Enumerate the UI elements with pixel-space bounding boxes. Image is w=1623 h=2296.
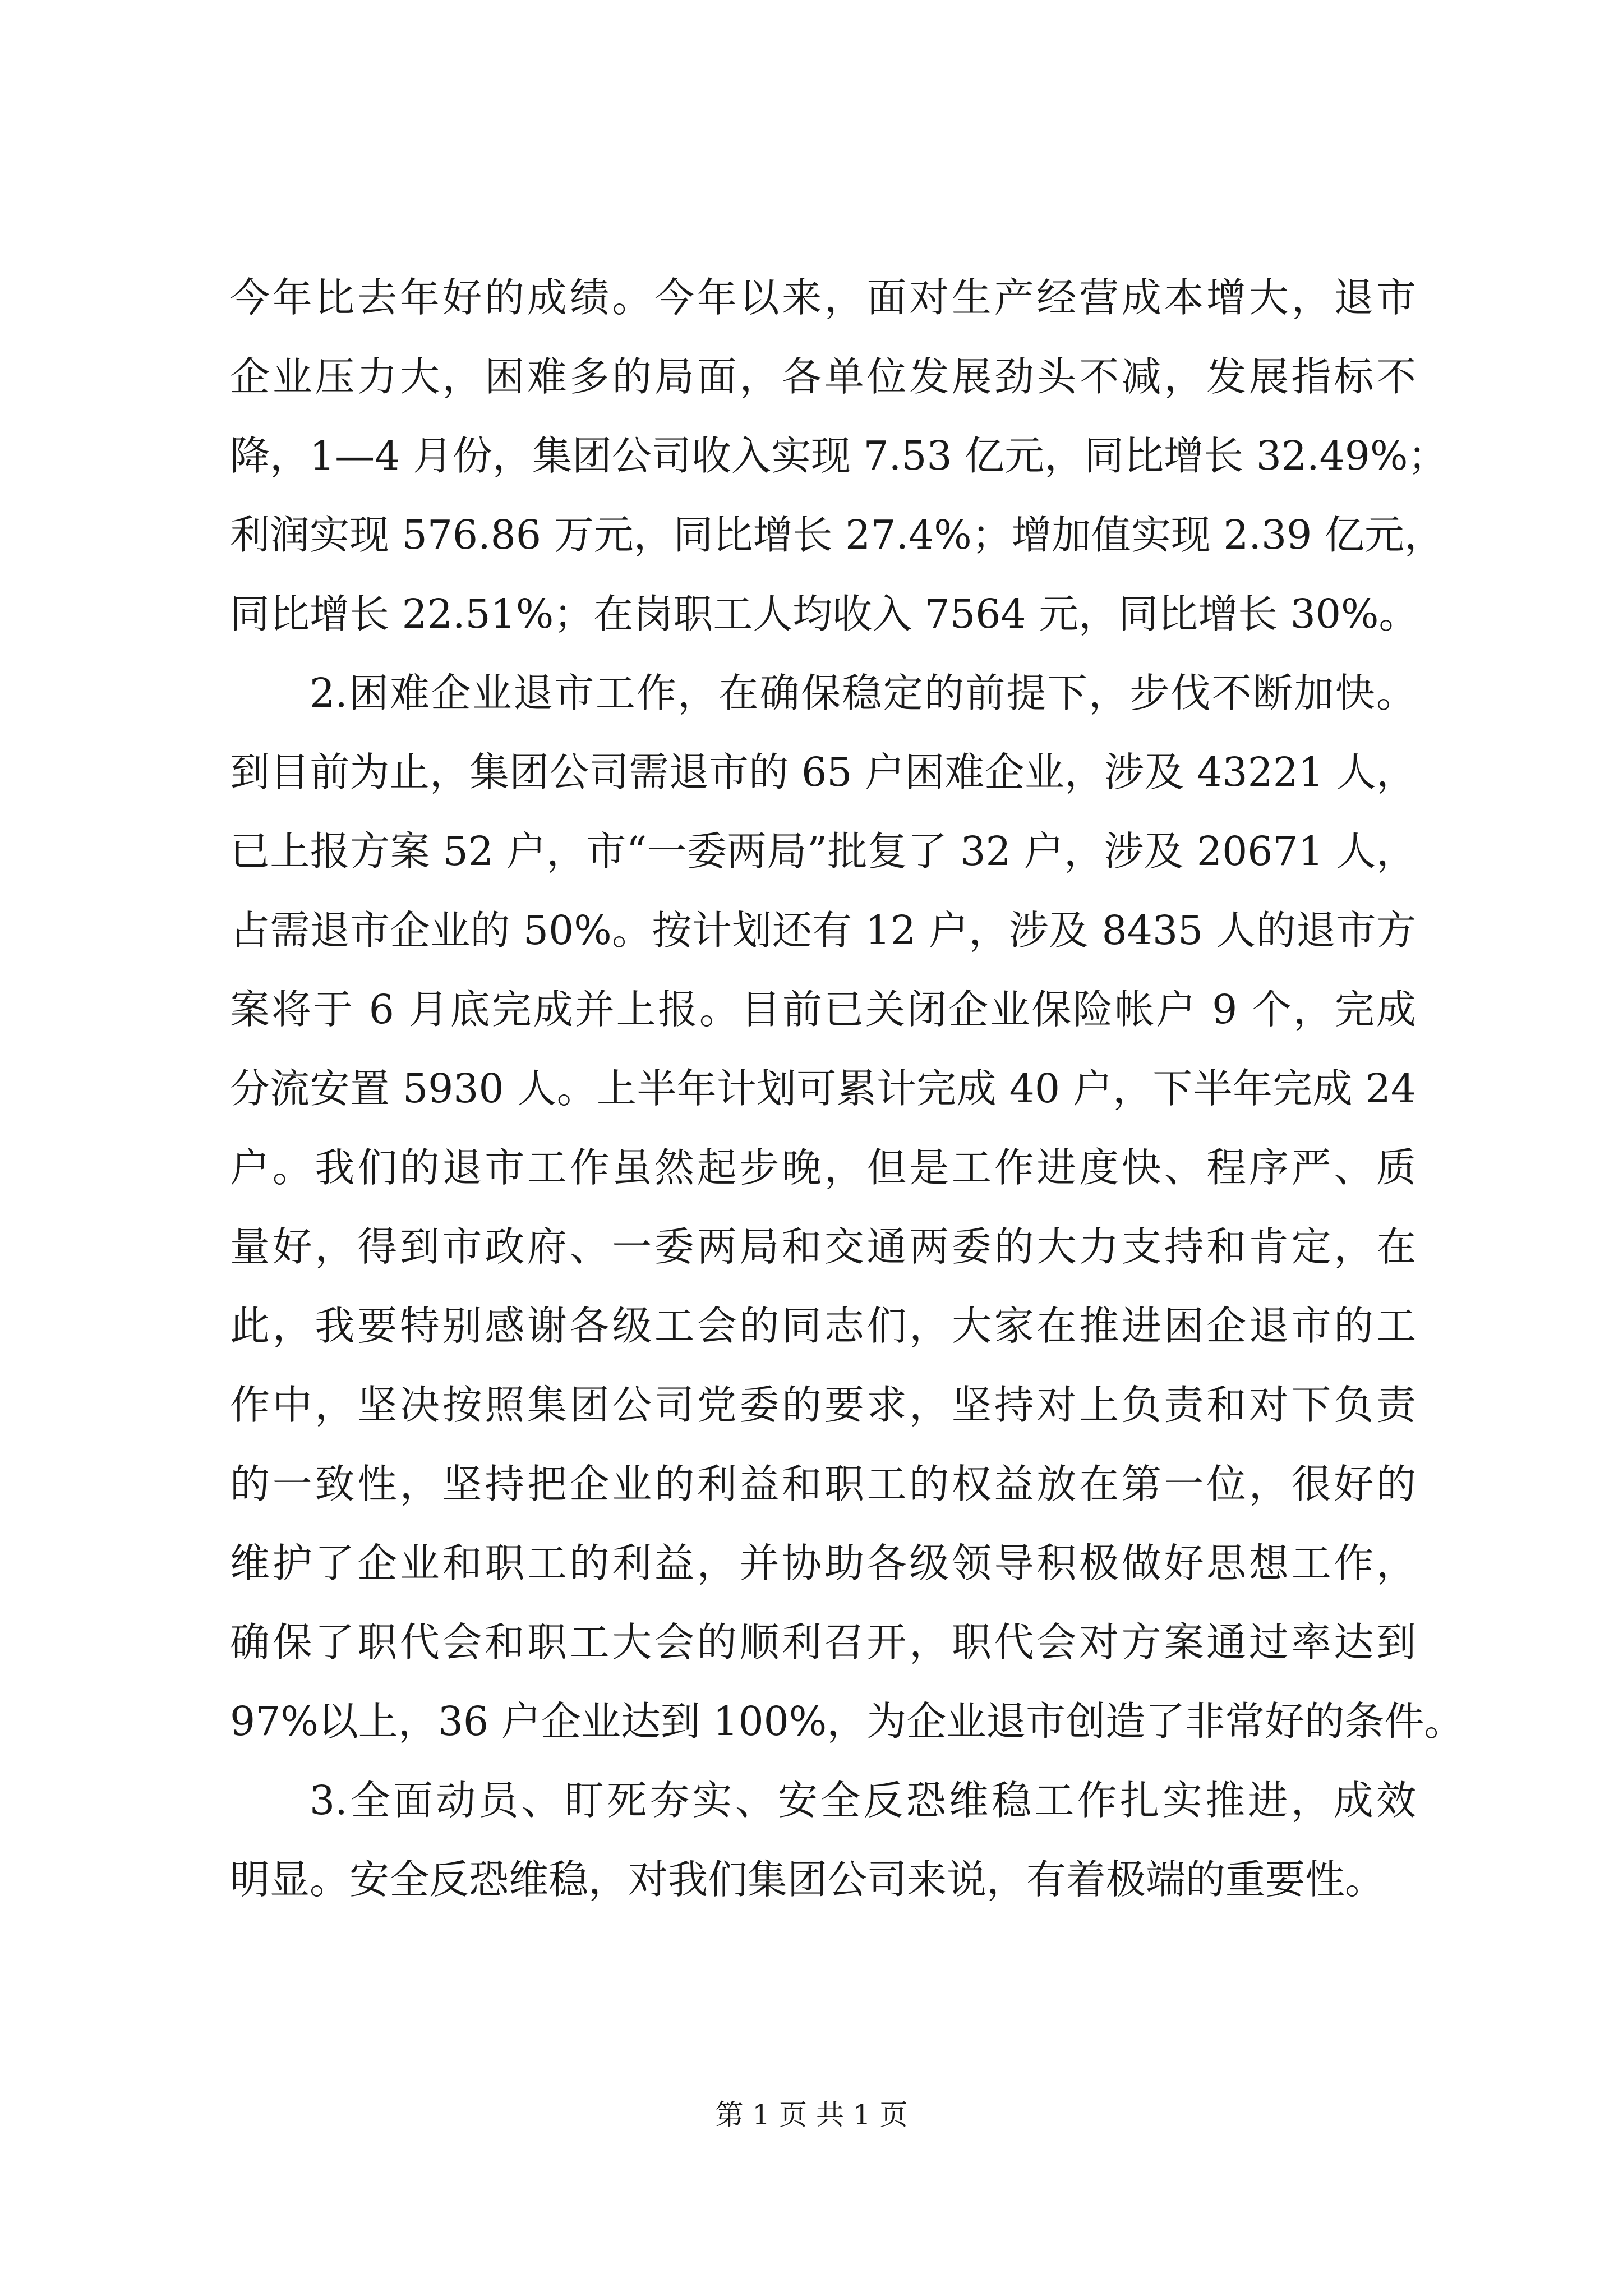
text-line: 的一致性，坚持把企业的利益和职工的权益放在第一位，很好的 <box>230 1461 1416 1507</box>
text-line: 企业压力大，困难多的局面，各单位发展劲头不减，发展指标不 <box>230 353 1416 400</box>
text-line: 作中，坚决按照集团公司党委的要求，坚持对上负责和对下负责 <box>230 1382 1416 1428</box>
body-text <box>230 258 1464 1919</box>
text-line: 97%以上，36 户企业达到 100%，为企业退市创造了非常好的条件。 <box>230 1698 1464 1745</box>
text-line: 已上报方案 52 户，市“一委两局”批复了 32 户，涉及 20671 人， <box>230 828 1416 875</box>
text-line: 分流安置 5930 人。上半年计划可累计完成 40 户，下半年完成 24 <box>230 1065 1416 1112</box>
text-line: 案将于 6 月底完成并上报。目前已关闭企业保险帐户 9 个，完成 <box>230 986 1416 1033</box>
text-line: 户。我们的退市工作虽然起步晚，但是工作进度快、程序严、质 <box>230 1144 1416 1191</box>
paragraph-2 <box>230 654 1464 1761</box>
text-line: 确保了职代会和职工大会的顺利召开，职代会对方案通过率达到 <box>230 1619 1416 1665</box>
paragraph-1 <box>230 258 1448 654</box>
text-line: 明显。安全反恐维稳，对我们集团公司来说，有着极端的重要性。 <box>230 1856 1385 1903</box>
text-line: 利润实现 576.86 万元，同比增长 27.4%；增加值实现 2.39 亿元， <box>230 512 1444 558</box>
text-line: 量好，得到市政府、一委两局和交通两委的大力支持和肯定，在 <box>230 1223 1416 1270</box>
text-line: 3.全面动员、盯死夯实、安全反恐维稳工作扎实推进，成效 <box>310 1777 1416 1824</box>
text-line: 2.困难企业退市工作，在确保稳定的前提下，步伐不断加快。 <box>310 670 1416 716</box>
text-line: 维护了企业和职工的利益，并协助各级领导积极做好思想工作， <box>230 1540 1416 1586</box>
paragraph-3 <box>230 1761 1416 1919</box>
page-footer: 第 1 页 共 1 页 <box>715 2099 908 2131</box>
text-line: 降，1—4 月份，集团公司收入实现 7.53 亿元，同比增长 32.49%； <box>230 432 1448 479</box>
text-line: 同比增长 22.51%；在岗职工人均收入 7564 元，同比增长 30%。 <box>230 591 1419 637</box>
text-line: 今年比去年好的成绩。今年以来，面对生产经营成本增大，退市 <box>230 274 1416 321</box>
text-line: 到目前为止，集团公司需退市的 65 户困难企业，涉及 43221 人， <box>230 749 1416 795</box>
text-line: 此，我要特别感谢各级工会的同志们，大家在推进困企退市的工 <box>230 1303 1416 1349</box>
text-line: 占需退市企业的 50%。按计划还有 12 户，涉及 8435 人的退市方 <box>230 907 1416 954</box>
